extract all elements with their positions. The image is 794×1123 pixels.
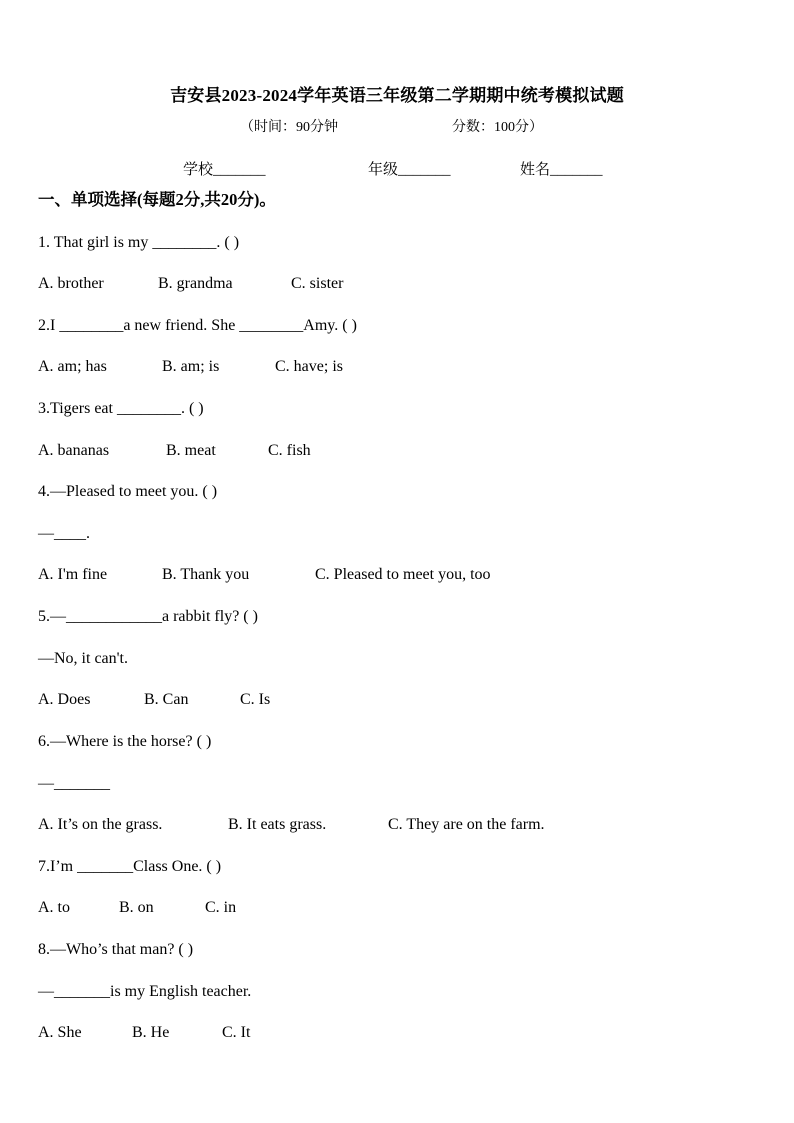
question-stem: 2.I ________a new friend. She ________Amy. ( ) bbox=[38, 317, 357, 334]
option-b: B. Can bbox=[144, 691, 189, 708]
option-c: C. in bbox=[205, 899, 237, 916]
page-title: 吉安县2023-2024学年英语三年级第二学期期中统考模拟试题 bbox=[170, 86, 624, 105]
option-a: A. She bbox=[38, 1024, 82, 1041]
option-a: A. I'm fine bbox=[38, 566, 108, 583]
option-a: A. am; has bbox=[38, 358, 107, 375]
option-b: B. grandma bbox=[158, 275, 233, 292]
option-a: A. bananas bbox=[38, 442, 110, 459]
question-stem: 8.—Who’s that man? ( ) bbox=[38, 941, 194, 958]
question-stem: 7.I’m _______Class One. ( ) bbox=[38, 858, 222, 875]
question-reply: —_______ bbox=[38, 775, 110, 792]
school-field: 学校_______ bbox=[183, 162, 266, 178]
section-heading: 一、单项选择(每题2分,共20分)。 bbox=[38, 190, 276, 209]
option-a: A. to bbox=[38, 899, 70, 916]
question-stem: 6.—Where is the horse? ( ) bbox=[38, 733, 212, 750]
question-stem: 1. That girl is my ________. ( ) bbox=[38, 234, 240, 251]
option-c: C. It bbox=[222, 1024, 251, 1041]
option-b: B. He bbox=[132, 1024, 170, 1041]
option-c: C. Pleased to meet you, too bbox=[315, 566, 491, 583]
question-reply: —No, it can't. bbox=[38, 650, 128, 667]
option-c: C. have; is bbox=[275, 358, 343, 375]
exam-score: 分数：100分） bbox=[452, 120, 543, 135]
option-b: B. meat bbox=[166, 442, 216, 459]
option-b: B. Thank you bbox=[162, 566, 250, 583]
exam-time: （时间：90分钟 bbox=[240, 120, 338, 135]
option-c: C. They are on the farm. bbox=[388, 816, 545, 833]
grade-field: 年级_______ bbox=[368, 162, 451, 178]
option-a: A. Does bbox=[38, 691, 91, 708]
option-c: C. Is bbox=[240, 691, 271, 708]
option-a: A. It’s on the grass. bbox=[38, 816, 163, 833]
option-b: B. It eats grass. bbox=[228, 816, 327, 833]
option-c: C. sister bbox=[291, 275, 344, 292]
question-stem: 4.—Pleased to meet you. ( ) bbox=[38, 483, 218, 500]
question-stem: 3.Tigers eat ________. ( ) bbox=[38, 400, 204, 417]
option-b: B. on bbox=[119, 899, 154, 916]
option-a: A. brother bbox=[38, 275, 104, 292]
question-stem: 5.—____________a rabbit fly? ( ) bbox=[38, 608, 258, 625]
question-reply: —_______is my English teacher. bbox=[38, 983, 252, 1000]
option-c: C. fish bbox=[268, 442, 311, 459]
question-reply: —____. bbox=[38, 525, 90, 542]
name-field: 姓名_______ bbox=[520, 162, 603, 178]
option-b: B. am; is bbox=[162, 358, 220, 375]
